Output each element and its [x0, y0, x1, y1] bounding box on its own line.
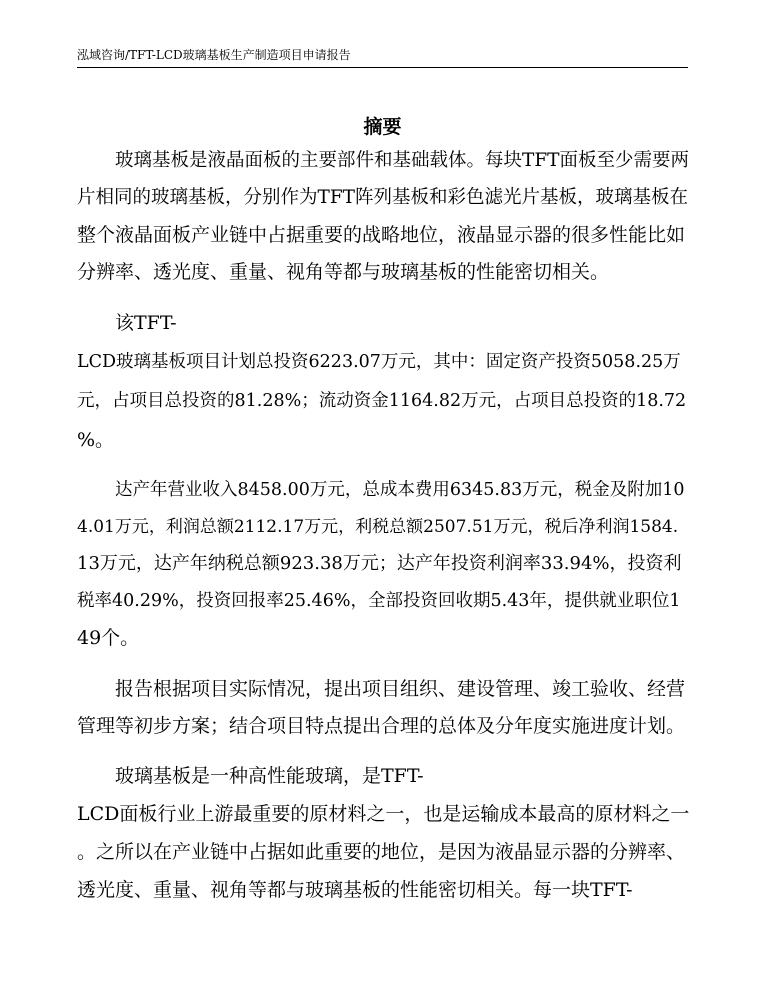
paragraph-line: 元，占项目总投资的81.28%；流动资金1164.82万元，占项目总投资的18.72 — [77, 391, 687, 411]
running-header: 泓域咨询/TFT-LCD玻璃基板生产制造项目申请报告 — [77, 48, 351, 62]
paragraph-line: 管理等初步方案；结合项目特点提出合理的总体及分年度实施进度计划。 — [77, 715, 686, 737]
paragraph-line: %。 — [77, 429, 115, 451]
paragraph-line: 玻璃基板是一种高性能玻璃，是TFT- — [115, 765, 424, 787]
paragraph-line: 。之所以在产业链中占据如此重要的地位，是因为液晶显示器的分辨率、 — [77, 841, 686, 863]
paragraph-line: 报告根据项目实际情况，提出项目组织、建设管理、竣工验收、经营 — [115, 678, 686, 700]
paragraph-line: LCD玻璃基板项目计划总投资6223.07万元，其中：固定资产投资5058.25万 — [77, 352, 681, 372]
paragraph-line: 税率40.29%，投资回报率25.46%，全部投资回收期5.43年，提供就业职位1 — [77, 591, 681, 611]
paragraph-line: 玻璃基板是液晶面板的主要部件和基础载体。每块TFT面板至少需要两 — [115, 150, 690, 171]
paragraph-line: 整个液晶面板产业链中占据重要的战略地位，液晶显示器的很多性能比如 — [77, 224, 686, 246]
paragraph-line: 49个。 — [77, 627, 140, 649]
paragraph-line: 达产年营业收入8458.00万元，总成本费用6345.83万元，税金及附加10 — [115, 480, 685, 500]
header-divider — [77, 67, 688, 68]
paragraph-line: LCD面板行业上游最重要的原材料之一，也是运输成本最高的原材料之一 — [77, 803, 690, 825]
page-title: 摘要 — [363, 116, 402, 138]
paragraph-line: 片相同的玻璃基板，分别作为TFT阵列基板和彩色滤光片基板，玻璃基板在 — [77, 187, 689, 208]
paragraph-line: 分辨率、透光度、重量、视角等都与玻璃基板的性能密切相关。 — [77, 261, 610, 283]
paragraph-line: 4.01万元，利润总额2112.17万元，利税总额2507.51万元，税后净利润1584. — [77, 517, 679, 537]
paragraph-line: 13万元，达产年纳税总额923.38万元；达产年投资利润率33.94%，投资利 — [77, 553, 682, 574]
paragraph-line: 透光度、重量、视角等都与玻璃基板的性能密切相关。每一块TFT- — [77, 879, 633, 901]
paragraph-line: 该TFT- — [115, 312, 177, 334]
